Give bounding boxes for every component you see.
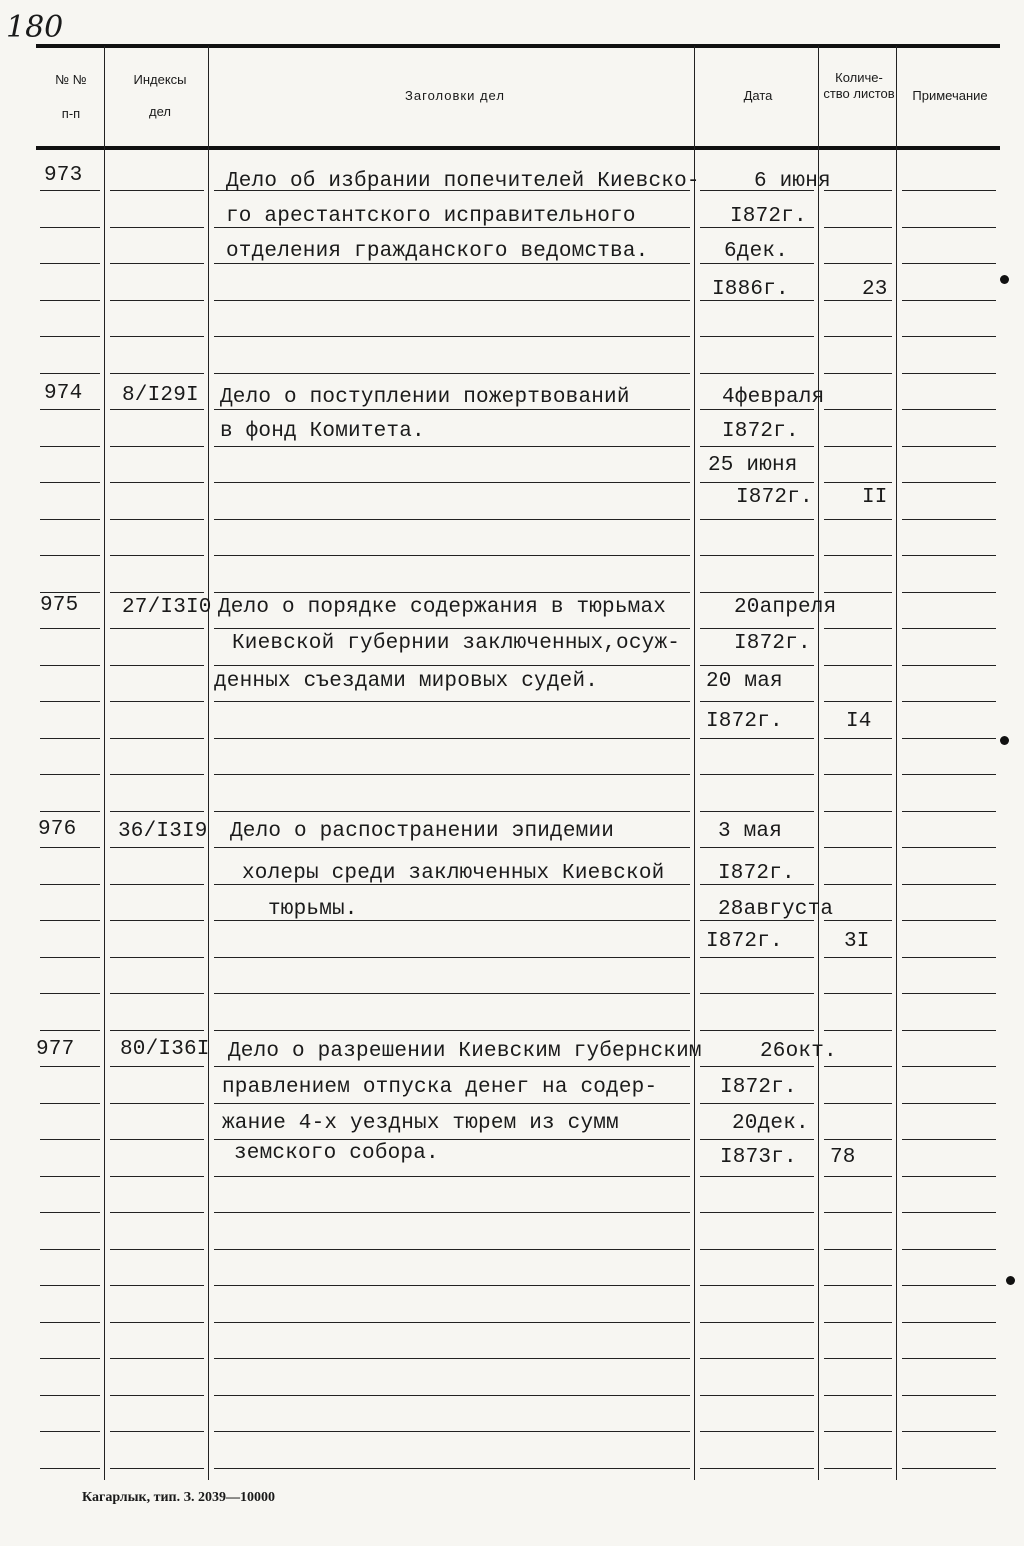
- ruled-line: [110, 446, 204, 447]
- ruled-line: [40, 1176, 100, 1177]
- ruled-line: [214, 1103, 690, 1104]
- ruled-line: [700, 1103, 814, 1104]
- record-date-line: 20апреля: [734, 596, 837, 619]
- record-title-line: земского собора.: [234, 1142, 439, 1165]
- ruled-line: [110, 409, 204, 410]
- ruled-line: [40, 811, 100, 812]
- ruled-line: [40, 555, 100, 556]
- record-date-line: 6 июня: [754, 170, 831, 193]
- ruled-line: [824, 1249, 892, 1250]
- ruled-line: [40, 373, 100, 374]
- header-num-bottom: п-п: [61, 106, 81, 121]
- ruled-line: [40, 993, 100, 994]
- ruled-line: [824, 1358, 892, 1359]
- record-date-line: I872г.: [730, 205, 807, 228]
- ruled-line: [40, 1249, 100, 1250]
- ruled-line: [40, 1358, 100, 1359]
- ruled-line: [902, 884, 996, 885]
- ruled-line: [40, 1395, 100, 1396]
- ruled-line: [110, 482, 204, 483]
- ruled-line: [40, 920, 100, 921]
- ruled-line: [214, 1395, 690, 1396]
- ruled-line: [110, 1395, 204, 1396]
- col-rule-3: [694, 46, 695, 1480]
- ruled-line: [40, 300, 100, 301]
- ruled-line: [40, 1030, 100, 1031]
- ruled-line: [110, 774, 204, 775]
- record-index: 27/I3I0: [122, 596, 212, 619]
- footer-imprint: Кагарлык, тип. З. 2039—10000: [82, 1490, 276, 1505]
- ruled-line: [214, 446, 690, 447]
- ruled-line: [110, 1030, 204, 1031]
- ruled-line: [902, 811, 996, 812]
- header-count: Количе- ство листов: [823, 70, 895, 101]
- record-title-line: Дело о порядке содержания в тюрьмах: [218, 596, 667, 619]
- ruled-line: [110, 884, 204, 885]
- ruled-line: [110, 1431, 204, 1432]
- ruled-line: [824, 665, 892, 666]
- record-title-line: го арестантского исправительного: [226, 205, 636, 228]
- ruled-line: [214, 482, 690, 483]
- ruled-line: [700, 811, 814, 812]
- ruled-line: [214, 957, 690, 958]
- ruled-line: [824, 1066, 892, 1067]
- ruled-line: [40, 847, 100, 848]
- record-num: 975: [40, 594, 79, 617]
- record-date-line: 6дек.: [724, 240, 789, 263]
- ruled-line: [700, 1431, 814, 1432]
- ruled-line: [700, 701, 814, 702]
- header-index-bottom: дел: [149, 104, 171, 119]
- ruled-line: [110, 665, 204, 666]
- ruled-line: [824, 482, 892, 483]
- record-sheets: 23: [862, 278, 888, 301]
- record-date-line: I872г.: [706, 710, 783, 733]
- ruled-line: [700, 263, 814, 264]
- record-date-line: 26окт.: [760, 1040, 837, 1063]
- ruled-line: [214, 1030, 690, 1031]
- record-num: 974: [44, 382, 83, 405]
- record-date-line: I872г.: [720, 1076, 797, 1099]
- record-title-line: Дело о разрешении Киевским губернским: [228, 1040, 702, 1063]
- ruled-line: [214, 1066, 690, 1067]
- binding-hole-mark: [1006, 1276, 1015, 1285]
- ruled-line: [700, 1212, 814, 1213]
- record-title-line: Киевской губернии заключенных,осуж-: [232, 632, 681, 655]
- col-rule-4: [818, 46, 819, 1480]
- ruled-line: [902, 519, 996, 520]
- binding-hole-mark: [1000, 736, 1009, 745]
- record-index: 8/I29I: [122, 384, 199, 407]
- ruled-line: [824, 847, 892, 848]
- record-sheets: 78: [830, 1146, 856, 1169]
- ruled-line: [700, 1285, 814, 1286]
- ruled-line: [110, 701, 204, 702]
- record-sheets: 3I: [844, 930, 870, 953]
- ruled-line: [902, 1066, 996, 1067]
- ruled-line: [214, 263, 690, 264]
- ruled-line: [902, 1468, 996, 1469]
- ruled-line: [40, 592, 100, 593]
- ruled-line: [824, 701, 892, 702]
- ruled-line: [824, 1103, 892, 1104]
- ruled-line: [700, 993, 814, 994]
- record-date-line: 3 мая: [718, 820, 783, 843]
- ruled-line: [824, 1431, 892, 1432]
- record-index: 80/I36I: [120, 1038, 210, 1061]
- ruled-line: [824, 190, 892, 191]
- record-date-line: I872г.: [706, 930, 783, 953]
- ruled-line: [214, 774, 690, 775]
- ruled-line: [40, 227, 100, 228]
- ruled-line: [824, 592, 892, 593]
- ruled-line: [110, 592, 204, 593]
- ruled-line: [40, 701, 100, 702]
- ruled-line: [110, 1066, 204, 1067]
- ruled-line: [214, 738, 690, 739]
- ruled-line: [902, 446, 996, 447]
- ruled-line: [214, 1139, 690, 1140]
- ruled-line: [40, 957, 100, 958]
- ruled-line: [214, 336, 690, 337]
- record-title-line: Дело о поступлении пожертвований: [220, 386, 630, 409]
- ruled-line: [824, 1212, 892, 1213]
- record-title-line: правлением отпуска денег на содер-: [222, 1076, 658, 1099]
- ruled-line: [110, 1468, 204, 1469]
- ruled-line: [700, 628, 814, 629]
- ruled-line: [902, 957, 996, 958]
- ruled-line: [110, 1212, 204, 1213]
- ruled-line: [824, 263, 892, 264]
- ruled-line: [902, 227, 996, 228]
- ruled-line: [700, 957, 814, 958]
- ruled-line: [110, 847, 204, 848]
- ruled-line: [700, 1176, 814, 1177]
- ruled-line: [214, 847, 690, 848]
- ruled-line: [902, 847, 996, 848]
- ruled-line: [902, 738, 996, 739]
- record-title-line: Дело об избрании попечителей Киевско-: [226, 170, 700, 193]
- ruled-line: [700, 738, 814, 739]
- ruled-line: [214, 993, 690, 994]
- ruled-line: [40, 519, 100, 520]
- ruled-line: [40, 336, 100, 337]
- record-sheets: II: [862, 486, 888, 509]
- ruled-line: [902, 1139, 996, 1140]
- ruled-line: [110, 957, 204, 958]
- record-date-line: I872г.: [722, 420, 799, 443]
- ruled-line: [902, 300, 996, 301]
- header-date: Дата: [743, 88, 773, 103]
- ruled-line: [214, 1249, 690, 1250]
- ruled-line: [110, 555, 204, 556]
- ruled-line: [824, 1468, 892, 1469]
- ruled-line: [824, 811, 892, 812]
- ruled-line: [902, 1103, 996, 1104]
- record-title-line: отделения гражданского ведомства.: [226, 240, 649, 263]
- ruled-line: [40, 1066, 100, 1067]
- col-rule-5: [896, 46, 897, 1480]
- ruled-line: [110, 336, 204, 337]
- ruled-line: [40, 1431, 100, 1432]
- ruled-line: [902, 1176, 996, 1177]
- ruled-line: [902, 1431, 996, 1432]
- ruled-line: [824, 409, 892, 410]
- ruled-line: [110, 738, 204, 739]
- ruled-line: [214, 592, 690, 593]
- record-date-line: I872г.: [718, 862, 795, 885]
- ruled-line: [902, 1212, 996, 1213]
- ruled-line: [214, 555, 690, 556]
- record-date-line: 4февраля: [722, 386, 825, 409]
- ruled-line: [110, 1285, 204, 1286]
- ruled-line: [700, 1030, 814, 1031]
- ruled-line: [700, 1468, 814, 1469]
- ruled-line: [110, 1139, 204, 1140]
- ruled-line: [214, 811, 690, 812]
- ruled-line: [700, 1322, 814, 1323]
- ruled-line: [824, 373, 892, 374]
- ruled-line: [40, 482, 100, 483]
- record-date-line: 20дек.: [732, 1112, 809, 1135]
- ruled-line: [214, 519, 690, 520]
- ruled-line: [902, 628, 996, 629]
- ruled-line: [700, 1249, 814, 1250]
- ruled-line: [40, 1212, 100, 1213]
- ruled-line: [40, 1468, 100, 1469]
- ruled-line: [902, 1395, 996, 1396]
- ruled-line: [110, 1358, 204, 1359]
- ruled-line: [40, 738, 100, 739]
- record-date-line: I872г.: [736, 486, 813, 509]
- ruled-line: [824, 1030, 892, 1031]
- ruled-line: [824, 738, 892, 739]
- record-title-line: жание 4-х уездных тюрем из сумм: [222, 1112, 619, 1135]
- ruled-line: [824, 446, 892, 447]
- ruled-line: [700, 446, 814, 447]
- ruled-line: [214, 409, 690, 410]
- ruled-line: [824, 628, 892, 629]
- ruled-line: [40, 884, 100, 885]
- ruled-line: [824, 227, 892, 228]
- ruled-line: [110, 519, 204, 520]
- ruled-line: [110, 300, 204, 301]
- ruled-line: [700, 409, 814, 410]
- ruled-line: [110, 628, 204, 629]
- header-top-rule: [36, 44, 1000, 48]
- record-date-line: 28августа: [718, 898, 834, 921]
- ruled-line: [214, 701, 690, 702]
- ruled-line: [824, 1139, 892, 1140]
- binding-hole-mark: [1000, 275, 1009, 284]
- ruled-line: [214, 1322, 690, 1323]
- ruled-line: [110, 227, 204, 228]
- ruled-line: [902, 665, 996, 666]
- ruled-line: [902, 1249, 996, 1250]
- record-num: 976: [38, 818, 77, 841]
- ruled-line: [902, 1358, 996, 1359]
- ruled-line: [110, 811, 204, 812]
- ruled-line: [40, 409, 100, 410]
- ruled-line: [700, 1066, 814, 1067]
- ruled-line: [902, 592, 996, 593]
- record-title-line: в фонд Комитета.: [220, 420, 425, 443]
- ruled-line: [110, 263, 204, 264]
- record-date-line: I873г.: [720, 1146, 797, 1169]
- ruled-line: [110, 1176, 204, 1177]
- ruled-line: [824, 1395, 892, 1396]
- record-title-line: холеры среди заключенных Киевской: [242, 862, 665, 885]
- ruled-line: [110, 1249, 204, 1250]
- record-title-line: денных съездами мировых судей.: [214, 670, 599, 693]
- ruled-line: [214, 1212, 690, 1213]
- ruled-line: [110, 1322, 204, 1323]
- header-note: Примечание: [912, 88, 988, 103]
- ruled-line: [902, 555, 996, 556]
- ruled-line: [700, 519, 814, 520]
- ruled-line: [902, 1285, 996, 1286]
- record-sheets: I4: [846, 710, 872, 733]
- record-title-line: тюрьмы.: [268, 898, 358, 921]
- ruled-line: [700, 1395, 814, 1396]
- header-index-top: Индексы: [133, 72, 187, 87]
- ruled-line: [110, 373, 204, 374]
- col-rule-1: [104, 46, 105, 1480]
- ruled-line: [214, 1285, 690, 1286]
- ruled-line: [824, 1322, 892, 1323]
- ruled-line: [700, 1358, 814, 1359]
- ruled-line: [902, 409, 996, 410]
- ruled-line: [110, 993, 204, 994]
- ruled-line: [110, 920, 204, 921]
- col-rule-2: [208, 46, 209, 1480]
- ruled-line: [902, 774, 996, 775]
- record-index: 36/I3I9: [118, 820, 208, 843]
- ruled-line: [700, 482, 814, 483]
- record-date-line: 25 июня: [708, 454, 798, 477]
- ruled-line: [110, 1103, 204, 1104]
- ruled-line: [824, 1285, 892, 1286]
- ruled-line: [110, 190, 204, 191]
- ruled-line: [40, 1285, 100, 1286]
- ruled-line: [40, 665, 100, 666]
- ruled-line: [902, 1030, 996, 1031]
- ruled-line: [214, 1431, 690, 1432]
- ruled-line: [40, 774, 100, 775]
- ruled-line: [902, 701, 996, 702]
- ruled-line: [902, 263, 996, 264]
- ruled-line: [40, 446, 100, 447]
- ruled-line: [902, 336, 996, 337]
- ruled-line: [214, 628, 690, 629]
- record-title-line: Дело о распостранении эпидемии: [230, 820, 615, 843]
- header-num-top: № №: [55, 72, 87, 87]
- ruled-line: [700, 373, 814, 374]
- ruled-line: [700, 774, 814, 775]
- ruled-line: [700, 847, 814, 848]
- ruled-line: [902, 482, 996, 483]
- ruled-line: [902, 920, 996, 921]
- ruled-line: [824, 336, 892, 337]
- record-num: 977: [36, 1038, 75, 1061]
- ruled-line: [214, 1176, 690, 1177]
- ruled-line: [824, 957, 892, 958]
- ruled-line: [214, 300, 690, 301]
- ruled-line: [214, 1358, 690, 1359]
- ruled-line: [214, 373, 690, 374]
- ruled-line: [902, 1322, 996, 1323]
- ruled-line: [40, 1139, 100, 1140]
- ruled-line: [700, 336, 814, 337]
- record-date-line: 20 мая: [706, 670, 783, 693]
- ruled-line: [824, 920, 892, 921]
- ruled-line: [824, 1176, 892, 1177]
- ruled-line: [40, 1322, 100, 1323]
- header-bottom-rule: [36, 146, 1000, 150]
- ruled-line: [40, 1103, 100, 1104]
- ruled-line: [700, 1139, 814, 1140]
- ruled-line: [40, 628, 100, 629]
- ruled-line: [902, 993, 996, 994]
- ruled-line: [700, 555, 814, 556]
- ruled-line: [902, 373, 996, 374]
- header-title: Заголовки дел: [405, 88, 505, 103]
- ruled-line: [902, 190, 996, 191]
- ruled-line: [824, 555, 892, 556]
- ruled-line: [40, 263, 100, 264]
- ruled-line: [700, 665, 814, 666]
- ruled-line: [214, 665, 690, 666]
- record-date-line: I886г.: [712, 278, 789, 301]
- page-number: 180: [6, 10, 64, 45]
- ruled-line: [824, 993, 892, 994]
- ruled-line: [214, 1468, 690, 1469]
- ruled-line: [700, 592, 814, 593]
- ruled-line: [824, 774, 892, 775]
- ruled-line: [40, 190, 100, 191]
- record-num: 973: [44, 164, 83, 187]
- ruled-line: [824, 519, 892, 520]
- record-date-line: I872г.: [734, 632, 811, 655]
- ruled-line: [824, 884, 892, 885]
